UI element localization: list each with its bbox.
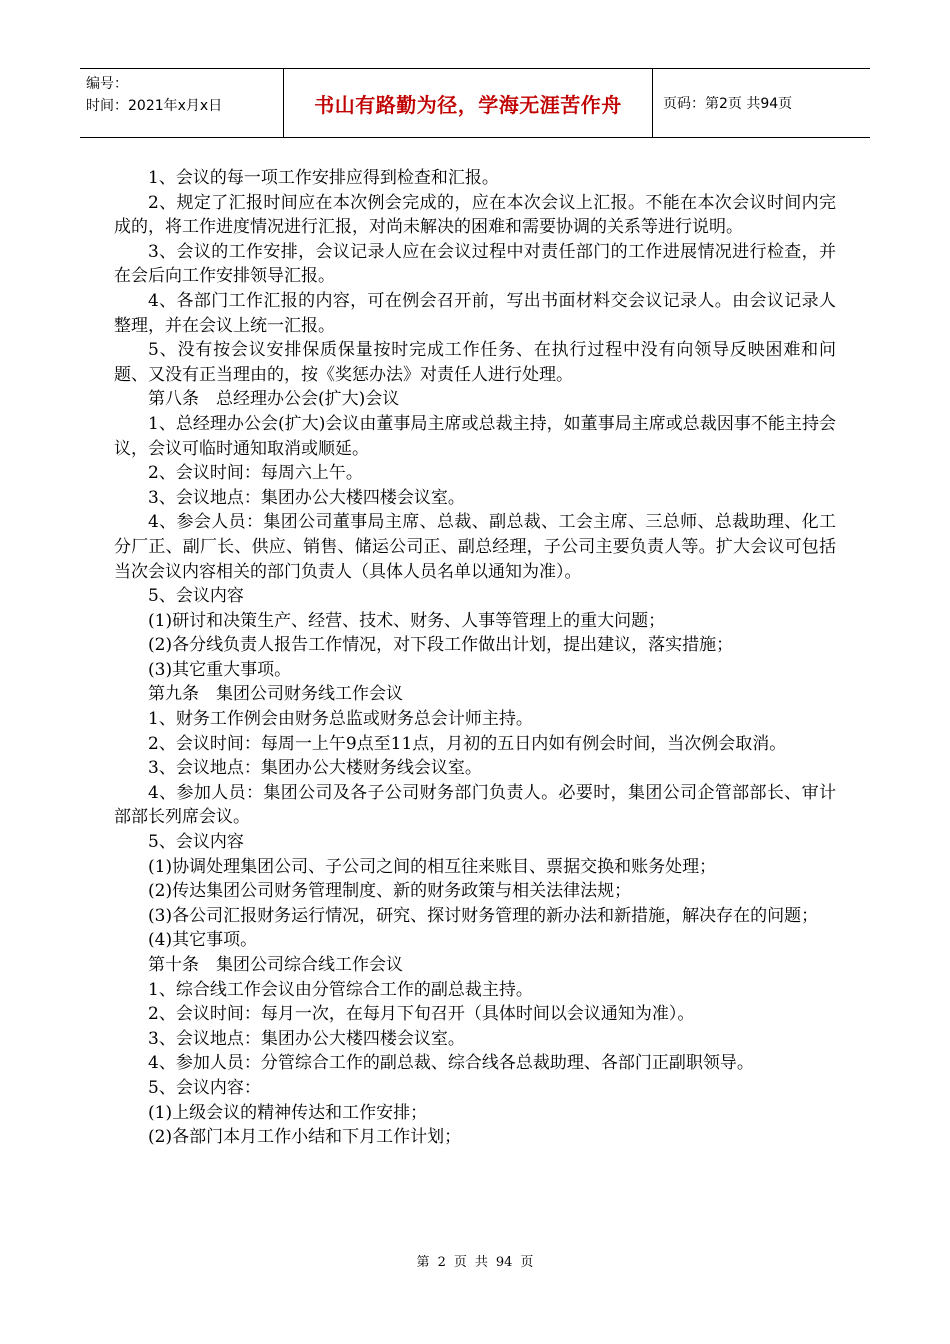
page-footer — [0, 1251, 950, 1270]
list-item: (2)传达集团公司财务管理制度、新的财务政策与相关法律法规； — [148, 881, 632, 902]
document-number-label: 编号： — [86, 76, 128, 92]
paragraph: 4、各部门工作汇报的内容，可在例会召开前，写出书面材料交会议记录人。由会议记录人整理，并在会议上统一汇报。 — [114, 290, 836, 336]
page-header — [80, 68, 870, 138]
list-item: (3)其它重大事项。 — [148, 659, 292, 680]
paragraph: 5、会议内容 — [148, 832, 244, 853]
paragraph: 4、参加人员：集团公司及各子公司财务部门负责人。必要时，集团公司企管部部长、审计部部长列席会议。 — [114, 782, 836, 828]
paragraph: 3、会议地点：集团办公大楼财务线会议室。 — [148, 758, 482, 779]
paragraph: 4、参加人员：分管综合工作的副总裁、综合线各总裁助理、各部门正副职领导。 — [148, 1053, 754, 1074]
paragraph: 1、综合线工作会议由分管综合工作的副总裁主持。 — [148, 979, 533, 1000]
list-item: (4)其它事项。 — [148, 930, 258, 951]
list-item: (1)研讨和决策生产、经营、技术、财务、人事等管理上的重大问题； — [148, 610, 666, 631]
document-body — [114, 166, 836, 1150]
paragraph: 5、没有按会议安排保质保量按时完成工作任务、在执行过程中没有向领导反映困难和问题、又没有正当理由的，按《奖惩办法》对责任人进行处理。 — [114, 340, 836, 385]
list-item: (1)上级会议的精神传达和工作安排； — [148, 1102, 428, 1123]
list-item: (2)各部门本月工作小结和下月工作计划； — [148, 1127, 462, 1148]
paragraph: 5、会议内容 — [148, 586, 244, 607]
footer-page-label: 页 — [453, 1255, 467, 1270]
footer-page-label: 页 — [520, 1255, 534, 1270]
footer-total-number: 94 — [495, 1255, 513, 1270]
list-item: (3)各公司汇报财务运行情况，研究、探讨财务管理的新办法和新措施，解决存在的问题； — [148, 905, 819, 926]
header-motto: 书山有路勤为径，学海无涯苦作舟 — [284, 69, 653, 137]
footer-total-label: 共 — [474, 1255, 488, 1270]
footer-page-label: 第 — [416, 1255, 430, 1270]
paragraph: 5、会议内容： — [148, 1077, 261, 1098]
paragraph: 1、会议的每一项工作安排应得到检查和汇报。 — [148, 168, 499, 188]
header-meta — [80, 69, 284, 137]
header-page-info: 页码：第2页 共94页 — [663, 96, 793, 112]
paragraph: 1、总经理办公会(扩大)会议由董事局主席或总裁主持，如董事局主席或总裁因事不能主持会议，会议可临时通知取消或顺延。 — [114, 413, 836, 459]
list-item: (2)各分线负责人报告工作情况，对下段工作做出计划，提出建议，落实措施； — [148, 635, 734, 656]
section-heading: 第九条 集团公司财务线工作会议 — [148, 684, 403, 705]
footer-page-number: 2 — [437, 1255, 446, 1270]
paragraph: 3、会议地点：集团办公大楼四楼会议室。 — [148, 1028, 465, 1049]
paragraph: 2、会议时间：每周六上午。 — [148, 463, 363, 484]
paragraph: 3、会议的工作安排，会议记录人应在会议过程中对责任部门的工作进展情况进行检查，并在会后向工作安排领导汇报。 — [114, 241, 836, 287]
paragraph: 2、规定了汇报时间应在本次例会完成的，应在本次会议上汇报。不能在本次会议时间内完成的，将工作进度情况进行汇报，对尚未解决的困难和需要协调的关系等进行说明。 — [114, 192, 836, 238]
paragraph: 4、参会人员：集团公司董事局主席、总裁、副总裁、工会主席、三总师、总裁助理、化工分厂正、副厂长、供应、销售、储运公司正、副总经理，子公司主要负责人等。扩大会议可包括当次会议内容相关的部门负责人（具体人员名单以通知为准）。 — [114, 512, 836, 582]
paragraph: 2、会议时间：每月一次，在每月下旬召开（具体时间以会议通知为准）。 — [148, 1004, 695, 1025]
section-heading: 第八条 总经理办公会(扩大)会议 — [148, 389, 400, 410]
document-time-label: 时间：2021年x月x日 — [86, 98, 223, 114]
paragraph: 3、会议地点：集团办公大楼四楼会议室。 — [148, 487, 465, 508]
list-item: (1)协调处理集团公司、子公司之间的相互往来账目、票据交换和账务处理； — [148, 856, 717, 877]
paragraph: 2、会议时间：每周一上午9点至11点，月初的五日内如有例会时间，当次例会取消。 — [148, 733, 787, 754]
section-heading: 第十条 集团公司综合线工作会议 — [148, 955, 403, 975]
paragraph: 1、财务工作例会由财务总监或财务总会计师主持。 — [148, 709, 533, 730]
